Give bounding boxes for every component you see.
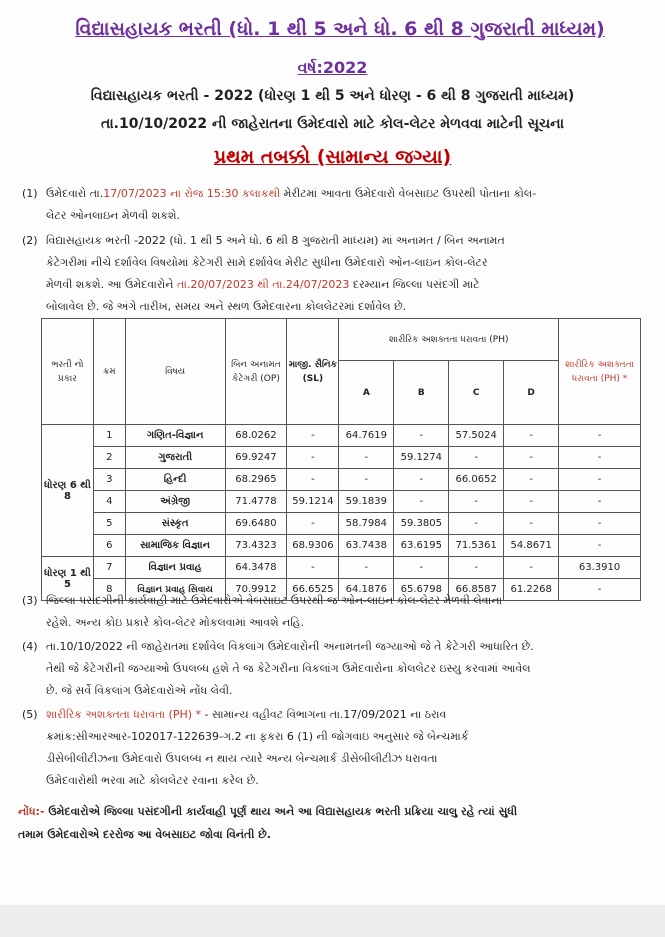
- subtitle-line-2: તા.10/10/2022 ની જાહેરાતના ઉમેદવારો માટે કોલ-લેટર મેળવવા માટેની સૂચના: [100, 116, 565, 132]
- table-row: [42, 491, 641, 513]
- cell-op: 70.9912: [225, 579, 287, 601]
- cell-c: -: [449, 557, 504, 579]
- table-row: [42, 469, 641, 491]
- point-3-line-2: રહેશે. અન્ય કોઇ પ્રકારે કોલ-લેટર મોકલવામાં આવશે નહિ.: [46, 616, 305, 629]
- cell-ph: -: [559, 425, 641, 447]
- point-number: (5): [22, 708, 38, 721]
- point-3-line-1: જિલ્લા પસંદગીની કાર્યવાહી માટે ઉમેદવારોએ વેબસાઇટ ઉપરથી જ ઓન-લાઇન કોલ-લેટર મેળવી લેવાના: [46, 594, 503, 607]
- cell-a: 63.7438: [339, 535, 394, 557]
- cell-b: -: [394, 491, 449, 513]
- header-type: ભરતી નો પ્રકાર: [42, 319, 94, 425]
- cell-c: -: [449, 513, 504, 535]
- cell-a: -: [339, 469, 394, 491]
- cell-serial: 4: [93, 491, 125, 513]
- cell-serial: 3: [93, 469, 125, 491]
- cell-b: -: [394, 425, 449, 447]
- cell-sl: 68.9306: [287, 535, 339, 557]
- point-5-line-4: ઉમેદવારોથી ભરવા માટે કોલલેટર રવાના કરેલ છે.: [46, 774, 259, 787]
- point-1-date: 17/07/2023 ના રોજ 15:30 કલાકથી: [103, 187, 281, 200]
- notice-title: વિદ્યાસહાયક ભરતી (ધો. 1 થી 5 અને ધો. 6 થી 8 ગુજરાતી માધ્યમ): [75, 18, 605, 40]
- point-2-dates: તા.20/07/2023 થી તા.24/07/2023: [176, 278, 350, 291]
- cell-ph: -: [559, 579, 641, 601]
- cell-ph: -: [559, 513, 641, 535]
- point-4: [22, 636, 647, 702]
- header-ph-group: શારીરિક અશક્તતા ધરાવતા (PH): [339, 319, 559, 361]
- cell-d: 61.2268: [504, 579, 559, 601]
- point-number: (1): [22, 187, 38, 200]
- group-std-6-8: ધોરણ 6 થી 8: [42, 425, 94, 557]
- cell-subject: સંસ્કૃત: [125, 513, 225, 535]
- footer-note: [18, 800, 648, 846]
- cell-op: 68.0262: [225, 425, 287, 447]
- cell-b: -: [394, 557, 449, 579]
- cell-subject: સામાજિક વિજ્ઞાન: [125, 535, 225, 557]
- point-number: (4): [22, 640, 38, 653]
- point-number: (3): [22, 594, 38, 607]
- point-4-line-3: છે. જે સર્વે વિકલાંગ ઉમેદવારોએ નોંધ લેવી.: [46, 684, 233, 697]
- point-2-line-4: બોલાવેલ છે. જે અંગે તારીખ, સમય અને સ્થળ ઉમેદવારના કોલલેટરમાં દર્શાવેલ છે.: [46, 300, 407, 313]
- point-5-ph-label: શારીરિક અશક્તતા ધરાવતા (PH) *: [46, 708, 202, 721]
- cell-b: 65.6798: [394, 579, 449, 601]
- merit-table: [41, 318, 641, 601]
- cell-serial: 2: [93, 447, 125, 469]
- cell-op: 73.4323: [225, 535, 287, 557]
- header-c: C: [449, 361, 504, 425]
- cell-ph: -: [559, 469, 641, 491]
- cell-op: 64.3478: [225, 557, 287, 579]
- point-4-line-1: તા.10/10/2022 ની જાહેરાતમાં દર્શાવેલ વિકલાંગ ઉમેદવારોની અનામતની જગ્યાઓ જે તે કેટેગરી આધારિત છે.: [46, 640, 534, 653]
- group-std-1-5: ધોરણ 1 થી 5: [42, 557, 94, 601]
- cell-sl: -: [287, 469, 339, 491]
- cell-op: 69.6480: [225, 513, 287, 535]
- header-ph-star: શારીરિક અશક્તતા ધરાવતા (PH) *: [559, 319, 641, 425]
- header-a: A: [339, 361, 394, 425]
- note-label: નોંધ:-: [18, 805, 45, 818]
- cell-d: 54.8671: [504, 535, 559, 557]
- cell-d: -: [504, 425, 559, 447]
- note-line-2: તમામ ઉમેદવારોએ દરરોજ આ વેબસાઇટ જોવા વિનંતી છે.: [18, 828, 271, 841]
- cell-sl: -: [287, 425, 339, 447]
- cell-op: 71.4778: [225, 491, 287, 513]
- cell-d: -: [504, 469, 559, 491]
- cell-b: -: [394, 469, 449, 491]
- cell-b: 59.1274: [394, 447, 449, 469]
- cell-a: -: [339, 557, 394, 579]
- cell-subject: ગણિત-વિજ્ઞાન: [125, 425, 225, 447]
- cell-d: -: [504, 491, 559, 513]
- cell-sl: -: [287, 557, 339, 579]
- cell-serial: 5: [93, 513, 125, 535]
- header-serial: ક્રમ: [93, 319, 125, 425]
- cell-a: 64.1876: [339, 579, 394, 601]
- point-1-text-c: મેરીટમાં આવતા ઉમેદવારો વેબસાઇટ ઉપરથી પોતાના કોલ-: [280, 187, 537, 200]
- header-b: B: [394, 361, 449, 425]
- header-sl: માજી. સૈનિક (SL): [287, 319, 339, 425]
- note-line-1: ઉમેદવારોએ જિલ્લા પસંદગીની કાર્યવાહી પૂર્ણ થાય અને આ વિદ્યાસહાયક ભરતી પ્રક્રિયા ચાલુ રહે ત્યાં સુધી: [44, 805, 518, 818]
- cell-serial: 6: [93, 535, 125, 557]
- cell-a: -: [339, 447, 394, 469]
- header-d: D: [504, 361, 559, 425]
- cell-op: 68.2965: [225, 469, 287, 491]
- cell-d: -: [504, 513, 559, 535]
- cell-c: 57.5024: [449, 425, 504, 447]
- point-5-line-2: ક્રમાંક:સીઆરઆર-102017-122639-ગ.2 ના ફકરા 6 (1) ની જોગવાઇ અનુસાર જે બેન્ચમાર્ક: [46, 730, 469, 743]
- cell-serial: 1: [93, 425, 125, 447]
- cell-ph: -: [559, 447, 641, 469]
- cell-d: -: [504, 447, 559, 469]
- phase-heading: પ્રથમ તબક્કો (સામાન્ય જગ્યા): [213, 146, 452, 168]
- cell-a: 59.1839: [339, 491, 394, 513]
- point-number: (2): [22, 234, 38, 247]
- cell-subject: અંગ્રેજી: [125, 491, 225, 513]
- header-op: બિન અનામત કેટેગરી (OP): [225, 319, 287, 425]
- year-label: વર્ષ:2022: [297, 58, 368, 77]
- table-row: [42, 557, 641, 579]
- cell-a: 64.7619: [339, 425, 394, 447]
- point-2-line-1: વિદ્યાસહાયક ભરતી -2022 (ધો. 1 થી 5 અને ધો. 6 થી 8 ગુજરાતી માધ્યમ) માં અનામત / બિન અનામત: [46, 234, 505, 247]
- point-2: [22, 230, 647, 318]
- bottom-bar: [0, 905, 665, 937]
- table-row: [42, 535, 641, 557]
- cell-c: 66.8587: [449, 579, 504, 601]
- point-1: [22, 183, 647, 227]
- subtitle-line-1: વિદ્યાસહાયક ભરતી - 2022 (ધોરણ 1 થી 5 અને ધોરણ - 6 થી 8 ગુજરાતી માધ્યમ): [90, 88, 575, 104]
- header-subject: વિષય: [125, 319, 225, 425]
- cell-ph: -: [559, 535, 641, 557]
- cell-sl: -: [287, 447, 339, 469]
- cell-c: -: [449, 447, 504, 469]
- cell-subject: ગુજરાતી: [125, 447, 225, 469]
- point-4-line-2: તેથી જે કેટેગરીની જગ્યાઓ ઉપલબ્ધ હશે તે જ કેટેગરીના વિકલાંગ ઉમેદવારોના કોલલેટર ઇસ્યુ કરવામાં આવેલ: [46, 662, 531, 675]
- point-5: [22, 704, 647, 792]
- table-row: [42, 425, 641, 447]
- table-row: [42, 447, 641, 469]
- cell-subject: વિજ્ઞાન પ્રવાહ: [125, 557, 225, 579]
- cell-ph: -: [559, 491, 641, 513]
- cell-sl: 66.6525: [287, 579, 339, 601]
- cell-subject: હિન્દી: [125, 469, 225, 491]
- cell-subject: વિજ્ઞાન પ્રવાહ સિવાય: [125, 579, 225, 601]
- cell-op: 69.9247: [225, 447, 287, 469]
- cell-serial: 7: [93, 557, 125, 579]
- cell-c: -: [449, 491, 504, 513]
- point-5-line-3: ડીસેબીલીટીઝના ઉમેદવારો ઉપલબ્ધ ન થાય ત્યારે અન્ય બેન્ચમાર્ક ડીસેબીલીટીઝ ધરાવતા: [46, 752, 438, 765]
- cell-a: 58.7984: [339, 513, 394, 535]
- table-row: [42, 513, 641, 535]
- cell-ph: 63.3910: [559, 557, 641, 579]
- point-2-line-3a: મેળવી શકશે. આ ઉમેદવારોને: [46, 278, 177, 291]
- cell-c: 71.5361: [449, 535, 504, 557]
- point-2-line-3c: દરમ્યાન જિલ્લા પસંદગી માટે: [349, 278, 480, 291]
- cell-sl: 59.1214: [287, 491, 339, 513]
- cell-c: 66.0652: [449, 469, 504, 491]
- cell-d: -: [504, 557, 559, 579]
- cell-serial: 8: [93, 579, 125, 601]
- cell-sl: -: [287, 513, 339, 535]
- cell-b: 59.3805: [394, 513, 449, 535]
- point-5-text-b: - સામાન્ય વહીવટ વિભાગના તા.17/09/2021 ના ઠરાવ: [201, 708, 447, 721]
- point-1-line-2: લેટર ઓનલાઇન મેળવી શકશે.: [46, 209, 180, 222]
- point-1-text-a: ઉમેદવારો તા.: [46, 187, 104, 200]
- point-3: [22, 590, 647, 634]
- point-2-line-2: કેટેગરીમાં નીચે દર્શાવેલ વિષયોમાં કેટેગરી સામે દર્શાવેલ મેરીટ સુધીના ઉમેદવારો ઓન-લાઇન કોલ-લેટર: [46, 256, 488, 269]
- cell-b: 63.6195: [394, 535, 449, 557]
